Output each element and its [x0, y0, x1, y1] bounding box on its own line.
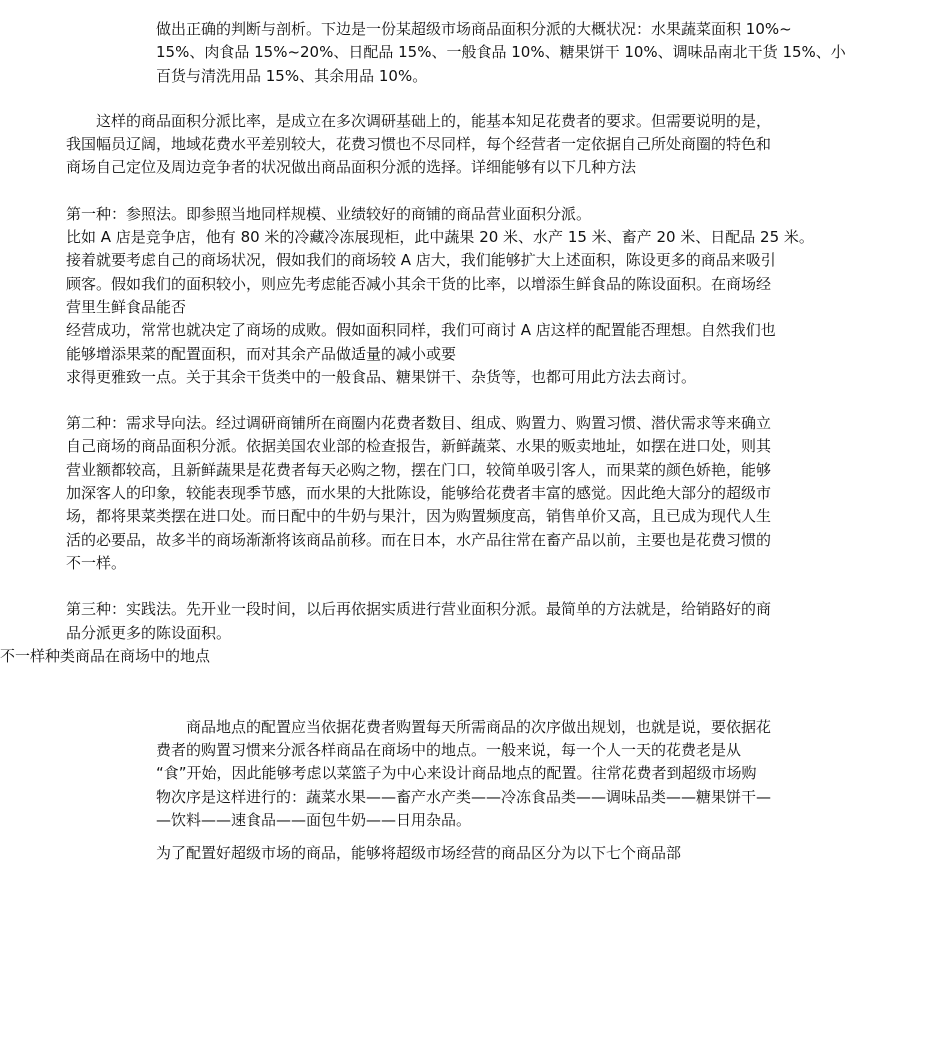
paragraph-allocation-principle: [66, 110, 876, 180]
text-line: 加深客人的印象，较能表现季节感，而水果的大批陈设，能够给花费者丰富的感觉。因此绝大部分的超级市: [66, 484, 772, 503]
text-line: 顾客。假如我们的面积较小，则应先考虑能否减小其余干货的比率，以增添生鲜食品的陈设面积。在商场经: [66, 274, 772, 293]
text-line: 经营成功，常常也就决定了商场的成败。假如面积同样，我们可商讨 A 店这样的配置能否理想。自然我们也: [66, 321, 776, 340]
text-line: 商场自己定位及周边竞争者的状况做出商品面积分派的选择。详细能够有以下几种方法: [66, 158, 637, 177]
text-line: 第三种：实践法。先开业一段时间，以后再依据实质进行营业面积分派。最简单的方法就是，给销路好的商: [66, 600, 772, 619]
text-line: 为了配置好超级市场的商品，能够将超级市场经营的商品区分为以下七个商品部: [156, 844, 682, 863]
text-line: 不一样。: [66, 553, 127, 572]
text-line: —饮料——速食品——面包牛奶——日用杂品。: [156, 811, 472, 830]
section-heading: 不一样种类商品在商场中的地点: [0, 646, 211, 665]
text-line: 这样的商品面积分派比率，是成立在多次调研基础上的，能基本知足花费者的要求。但需要说明的是，: [66, 111, 772, 130]
paragraph-area-allocation-summary: [156, 18, 876, 88]
text-line: 15%、肉食品 15%~20%、日配品 15%、一般食品 10%、糖果饼干 10%、调味品南北干货 15%、小: [156, 43, 846, 62]
paragraph-product-placement: [156, 716, 876, 832]
text-line: 场，都将果菜类摆在进口处。而日配中的牛奶与果汁，因为购置频度高，销售单价又高，且已成为现代人生: [66, 507, 772, 526]
text-line: 物次序是这样进行的：蔬菜水果——畜产水产类——冷冻食品类——调味品类——糖果饼干—: [156, 787, 772, 806]
paragraph-method-practice: [66, 598, 876, 645]
text-line: 比如 A 店是竞争店，他有 80 米的冷藏冷冻展现柜，此中蔬果 20 米、水产 15 米、畜产 20 米、日配品 25 米。: [66, 228, 814, 247]
paragraph-product-departments: [156, 842, 876, 865]
text-line: 营业额都较高，且新鲜蔬果是花费者每天必购之物，摆在门口，较简单吸引客人，而果菜的颜色娇艳，能够: [66, 460, 772, 479]
text-line: 品分派更多的陈设面积。: [66, 623, 232, 642]
text-line: 我国幅员辽阔，地域花费水平差别较大，花费习惯也不尽同样，每个经营者一定依据自己所处商圈的特色和: [66, 135, 772, 154]
paragraph-method-demand: [66, 412, 876, 575]
paragraph-method-reference: [66, 203, 876, 389]
text-line: 营里生鲜食品能否: [66, 297, 187, 316]
text-line: 接着就要考虑自己的商场状况，假如我们的商场较 A 店大，我们能够扩大上述面积，陈设更多的商品来吸引: [66, 251, 776, 270]
text-line: 能够增添果菜的配置面积，而对其余产品做适量的减小或要: [66, 344, 457, 363]
text-line: 求得更雅致一点。关于其余干货类中的一般食品、糖果饼干、杂货等，也都可用此方法去商讨。: [66, 367, 697, 386]
text-line: 费者的购置习惯来分派各样商品在商场中的地点。一般来说，每一个人一天的花费老是从: [156, 741, 742, 760]
text-line: 第二种：需求导向法。经过调研商铺所在商圈内花费者数目、组成、购置力、购置习惯、潜伏需求等来确立: [66, 414, 772, 433]
text-line: 自己商场的商品面积分派。依据美国农业部的检查报告，新鲜蔬菜、水果的贩卖地址，如摆在进口处，则其: [66, 437, 772, 456]
text-line: 商品地点的配置应当依据花费者购置每天所需商品的次序做出规划，也就是说，要依据花: [156, 717, 772, 736]
text-line: “食”开始，因此能够考虑以菜篮子为中心来设计商品地点的配置。往常花费者到超级市场购: [156, 764, 757, 783]
text-line: 百货与清洗用品 15%、其余用品 10%。: [156, 66, 428, 85]
text-line: 做出正确的判断与剖析。下边是一份某超级市场商品面积分派的大概状况：水果蔬菜面积 10%~: [156, 20, 792, 38]
text-line: 活的必要品，故多半的商场渐渐将该商品前移。而在日本，水产品往常在畜产品以前，主要也是花费习惯的: [66, 530, 772, 549]
text-line: 第一种：参照法。即参照当地同样规模、业绩较好的商铺的商品营业面积分派。: [66, 204, 592, 223]
